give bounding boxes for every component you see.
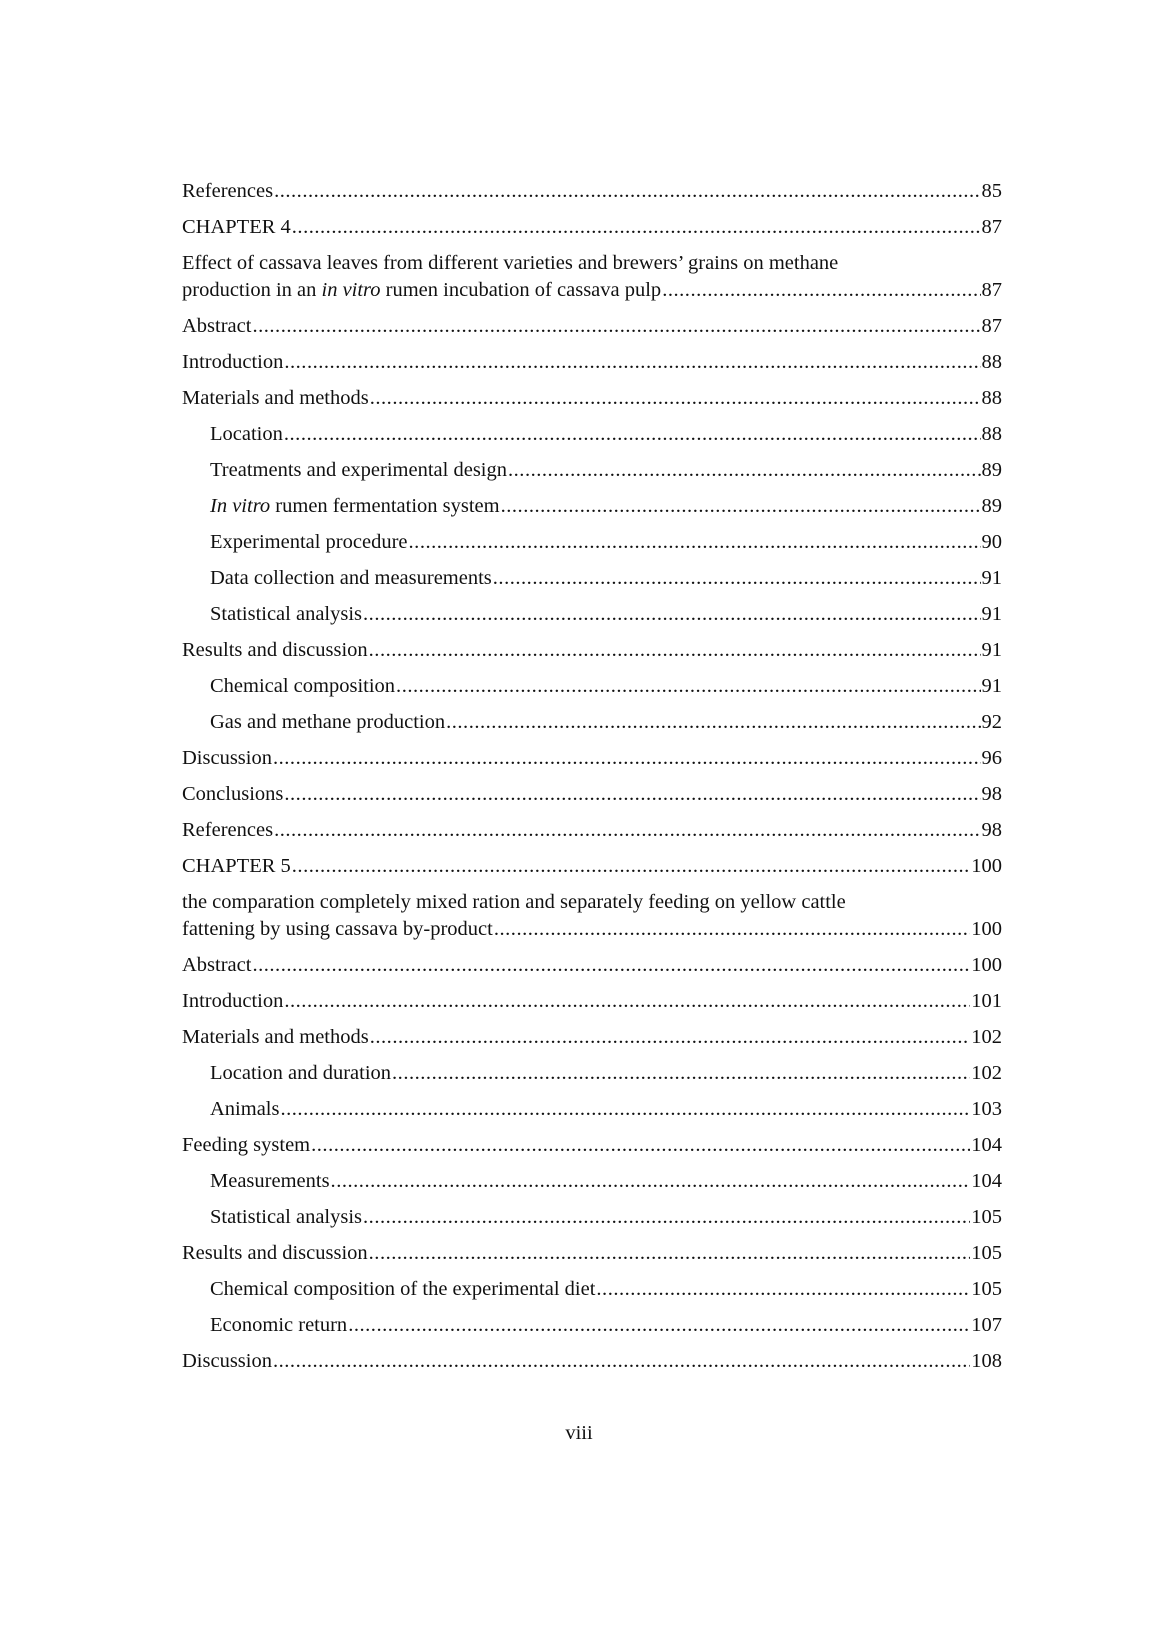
dot-leader [280,1096,970,1123]
toc-entry-title: Statistical analysis [210,603,363,625]
dot-leader [396,673,980,700]
toc-entry-title: CHAPTER 4 [182,216,291,238]
toc-entry-page: 91 [981,603,1002,625]
dot-leader [311,1132,970,1159]
toc-entry-page: 100 [971,954,1002,976]
toc-entry-title-line2 [182,277,661,304]
toc-entry-title: Statistical analysis [210,1206,363,1228]
title-text: rumen incubation of cassava pulp [380,279,662,301]
toc-entry-page: 89 [981,459,1002,481]
dot-leader [508,457,981,484]
toc-entry-title-line1: the comparation completely mixed ration and separately feeding on yellow cattle [182,891,846,913]
toc-entry-title: Measurements [210,1170,330,1192]
toc-entry-title: Materials and methods [182,387,369,409]
toc-entry-title: Economic return [210,1314,348,1336]
dot-leader [273,745,981,772]
toc-entry-page: 105 [971,1206,1002,1228]
toc-entry-location [182,421,1002,448]
title-italic-text: In vitro [210,495,271,517]
dot-leader [348,1312,970,1339]
toc-entry-gas-methane [182,709,1002,736]
toc-entry-title: Location and duration [210,1062,392,1084]
toc-entry-chapter-4-title [182,250,1002,304]
toc-entry-page: 107 [971,1314,1002,1336]
toc-entry-title: Materials and methods [182,1026,369,1048]
dot-leader [446,709,980,736]
dot-leader [292,214,981,241]
toc-entry-chapter-5-title [182,889,1002,943]
toc-entry-page: 105 [971,1242,1002,1264]
toc-entry-page: 101 [971,990,1002,1012]
title-text: production in an [182,279,322,301]
dot-leader [662,277,980,304]
toc-entry-page: 87 [981,315,1002,337]
toc-entry-title: Feeding system [182,1134,311,1156]
toc-entry-title: Location [210,423,283,445]
toc-entry-title: Discussion [182,1350,272,1372]
toc-entry-chemical-composition-diet [182,1276,1002,1303]
toc-entry-page: 91 [981,675,1002,697]
toc-entry-page: 87 [981,216,1002,238]
toc-entry-title-line2: fattening by using cassava by-product [182,918,493,940]
toc-entry-title: Results and discussion [182,639,368,661]
toc-entry-page: 88 [981,423,1002,445]
toc-entry-page: 100 [971,918,1002,940]
dot-leader [370,1024,971,1051]
toc-entry-page: 100 [971,855,1002,877]
toc-entry-title: Results and discussion [182,1242,368,1264]
toc-entry-title: Animals [210,1098,280,1120]
dot-leader [284,421,981,448]
toc-entry-title: Gas and methane production [210,711,446,733]
dot-leader [370,385,981,412]
toc-entry-title: Abstract [182,315,252,337]
toc-entry-chapter-4 [182,214,1002,241]
toc-entry-title: Experimental procedure [210,531,408,553]
toc-entry-page: 103 [971,1098,1002,1120]
table-of-contents [182,178,1002,1384]
dot-leader [493,565,981,592]
toc-entry-page: 98 [981,783,1002,805]
toc-entry-title: Introduction [182,351,284,373]
dot-leader [369,637,981,664]
toc-entry-title: References [182,819,274,841]
dot-leader [274,178,980,205]
toc-entry-title-line1: Effect of cassava leaves from different varieties and brewers’ grains on methane [182,252,839,274]
toc-entry-page: 89 [981,495,1002,517]
toc-entry-introduction-2 [182,988,1002,1015]
toc-entry-abstract [182,313,1002,340]
page-number-footer: viii [565,1422,593,1444]
dot-leader [252,952,970,979]
dot-leader [284,781,980,808]
dot-leader [284,988,970,1015]
toc-entry-title: Chemical composition of the experimental diet [210,1278,596,1300]
dot-leader [392,1060,970,1087]
toc-entry-page: 96 [981,747,1002,769]
toc-entry-page: 98 [981,819,1002,841]
toc-entry-page: 105 [971,1278,1002,1300]
dot-leader [501,493,981,520]
toc-entry-page: 90 [981,531,1002,553]
toc-entry-materials-methods-2 [182,1024,1002,1051]
toc-entry-title: Conclusions [182,783,284,805]
toc-entry-page: 88 [981,387,1002,409]
toc-entry-abstract-2 [182,952,1002,979]
toc-entry-discussion [182,745,1002,772]
dot-leader [331,1168,971,1195]
toc-entry-title: Treatments and experimental design [210,459,507,481]
toc-entry-discussion-2 [182,1348,1002,1375]
toc-entry-title: CHAPTER 5 [182,855,291,877]
dot-leader [363,601,980,628]
toc-entry-treatments [182,457,1002,484]
title-text: rumen fermentation system [270,495,500,517]
toc-entry-references-2 [182,817,1002,844]
toc-entry-title: Data collection and measurements [210,567,492,589]
dot-leader [494,916,970,943]
toc-entry-experimental-procedure [182,529,1002,556]
toc-entry-references [182,178,1002,205]
toc-entry-title [210,493,500,520]
toc-entry-materials-methods [182,385,1002,412]
dot-leader [273,1348,970,1375]
toc-entry-page: 88 [981,351,1002,373]
toc-entry-title: Abstract [182,954,252,976]
toc-entry-title: Discussion [182,747,272,769]
toc-entry-page: 91 [981,639,1002,661]
dot-leader [274,817,980,844]
toc-entry-statistical-analysis [182,601,1002,628]
toc-entry-data-collection [182,565,1002,592]
toc-entry-chemical-composition [182,673,1002,700]
toc-entry-title: References [182,180,274,202]
toc-entry-statistical-analysis-2 [182,1204,1002,1231]
dot-leader [596,1276,970,1303]
dot-leader [292,853,970,880]
toc-entry-page: 104 [971,1170,1002,1192]
toc-entry-page: 92 [981,711,1002,733]
toc-entry-measurements [182,1168,1002,1195]
toc-entry-location-duration [182,1060,1002,1087]
toc-entry-chapter-5 [182,853,1002,880]
toc-entry-results-discussion [182,637,1002,664]
toc-entry-title: Chemical composition [210,675,396,697]
dot-leader [284,349,980,376]
toc-entry-page: 104 [971,1134,1002,1156]
toc-entry-animals [182,1096,1002,1123]
toc-entry-page: 102 [971,1062,1002,1084]
toc-entry-page: 102 [971,1026,1002,1048]
toc-entry-in-vitro-system [182,493,1002,520]
toc-entry-title: Introduction [182,990,284,1012]
dot-leader [363,1204,970,1231]
dot-leader [409,529,981,556]
toc-entry-page: 108 [971,1350,1002,1372]
toc-entry-page: 87 [981,279,1002,301]
toc-entry-economic-return [182,1312,1002,1339]
toc-entry-page: 85 [981,180,1002,202]
title-italic-text: in vitro [321,279,381,301]
dot-leader [252,313,980,340]
toc-entry-page: 91 [981,567,1002,589]
toc-entry-feeding-system [182,1132,1002,1159]
toc-entry-results-discussion-2 [182,1240,1002,1267]
toc-entry-introduction [182,349,1002,376]
dot-leader [369,1240,971,1267]
toc-entry-conclusions [182,781,1002,808]
